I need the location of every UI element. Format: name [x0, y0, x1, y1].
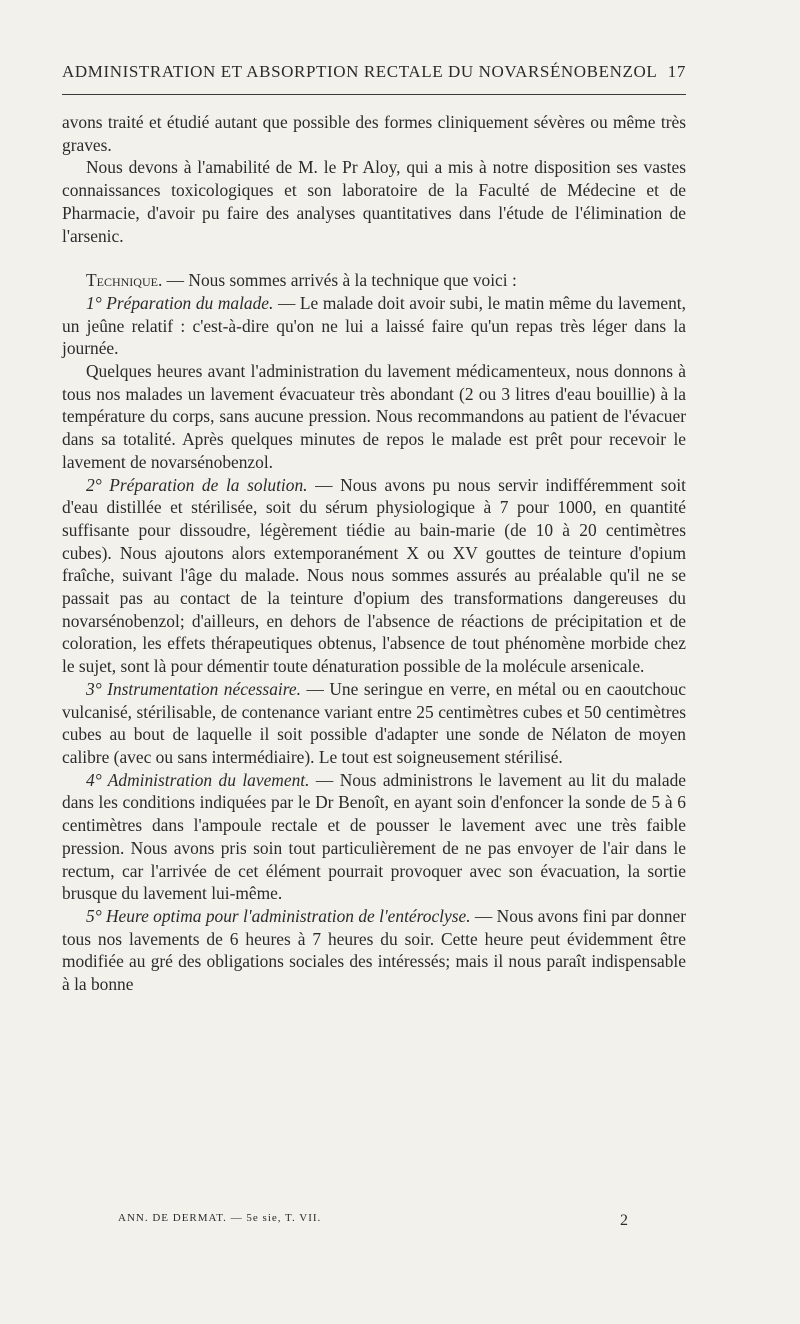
page-footer — [118, 1212, 628, 1230]
paragraph-administration: 4° Administration du lavement. — Nous administrons le lavement au lit du malade dans les conditions indiquées par le Dr Benoît, en ayant soin d'enfoncer la sonde de 5 à 6 centimètres dans l'ampoule rectale et de pousser le lavement avec une très faible pression. Nous avons pris soin tout particulièrement de ne pas envoyer de l'air dans le rectum, car l'arrivée de cet élément pourrait provoquer avec son évacuation, la sortie brusque du lavement lui-même. — [62, 769, 686, 904]
subsection-lead: 5° Heure optima pour l'administration de l'entéroclyse. — [86, 905, 471, 926]
paragraph-2: Nous devons à l'amabilité de M. le Pr Aloy, qui a mis à notre disposition ses vastes connaissances toxicologiques et son laboratoire de la Faculté de Médecine et de Pharmacie, d'avoir pu faire des analyses quantitatives dans l'étude de l'élimination de l'arsenic. — [62, 157, 686, 246]
paragraph-1: avons traité et étudié autant que possible des formes cliniquement sévères ou même très graves. — [62, 112, 686, 155]
body-text — [62, 111, 686, 996]
page-number: 17 — [667, 62, 686, 81]
paragraph-heure-optima: 5° Heure optima pour l'administration de l'entéroclyse. — Nous avons fini par donner tous nos lavements de 6 heures à 7 heures du soir. Cette heure peut évidemment être modifiée au gré des obligations sociales des intéressés; mais il nous paraît indispensable à la bonne — [62, 905, 686, 995]
section-lead: Technique. — [86, 270, 163, 291]
subsection-lead: 3° Instrumentation nécessaire. — [86, 678, 301, 699]
paragraph-technique: Technique. — Nous sommes arrivés à la technique que voici : — [86, 270, 517, 291]
sheet-signature: 2 — [620, 1212, 628, 1229]
paragraph-lavement-evacuateur: Quelques heures avant l'administration du lavement médicamenteux, nous donnons à tous nos malades un lavement évacuateur très abondant (2 ou 3 litres d'eau bouillie) à la température du corps, sans aucune pression. Nous recommandons au patient de l'évacuer dans sa totalité. Après quelques minutes de repos le malade est prêt pour recevoir le lavement de novarsénobenzol. — [62, 361, 686, 472]
paragraph-preparation-malade: 1° Préparation du malade. — Le malade doit avoir subi, le matin même du lavement, un jeûne relatif : c'est-à-dire qu'on ne lui a laissé faire qu'un repas très léger dans la journée. — [62, 292, 686, 359]
journal-signature: ANN. DE DERMAT. — 5e sie, T. VII. — [118, 1212, 322, 1224]
paragraph-preparation-solution: 2° Préparation de la solution. — Nous avons pu nous servir indifféremment soit d'eau distillée et stérilisée, soit du sérum physiologique à 7 pour 1000, en quantité suffisante pour dissoudre, légèrement tiédie au bain-marie (de 10 à 20 centimètres cubes). Nous ajoutons alors extemporanément X ou XV gouttes de teinture d'opium fraîche, suivant l'âge du malade. Nous nous sommes assurés au préalable qu'il ne se passait pas au contact de la teinture d'opium des transformations dangereuses du novarsénobenzol; d'ailleurs, en dehors de l'absence de réactions de précipitation et de coloration, les effets thérapeutiques obtenus, l'absence de tout phénomène morbide chez le sujet, sont là pour démentir toute dénaturation possible de la molécule arsenicale. — [62, 474, 686, 677]
running-header — [62, 62, 686, 95]
page — [62, 62, 686, 996]
paragraph-instrumentation: 3° Instrumentation nécessaire. — Une seringue en verre, en métal ou en caoutchouc vulcanisé, stérilisable, de contenance variant entre 25 centimètres cubes et 50 centimètres cubes au bout de laquelle il soit possible d'adapter une sonde de Nélaton de moyen calibre (avec ou sans intermédiaire). Le tout est soigneusement stérilisé. — [62, 678, 686, 767]
subsection-lead: 1° Préparation du malade. — [86, 292, 274, 313]
subsection-lead: 2° Préparation de la solution. — [86, 474, 308, 495]
subsection-lead: 4° Administration du lavement. — [86, 769, 310, 790]
running-title: ADMINISTRATION ET ABSORPTION RECTALE DU NOVARSÉNOBENZOL — [62, 62, 658, 81]
